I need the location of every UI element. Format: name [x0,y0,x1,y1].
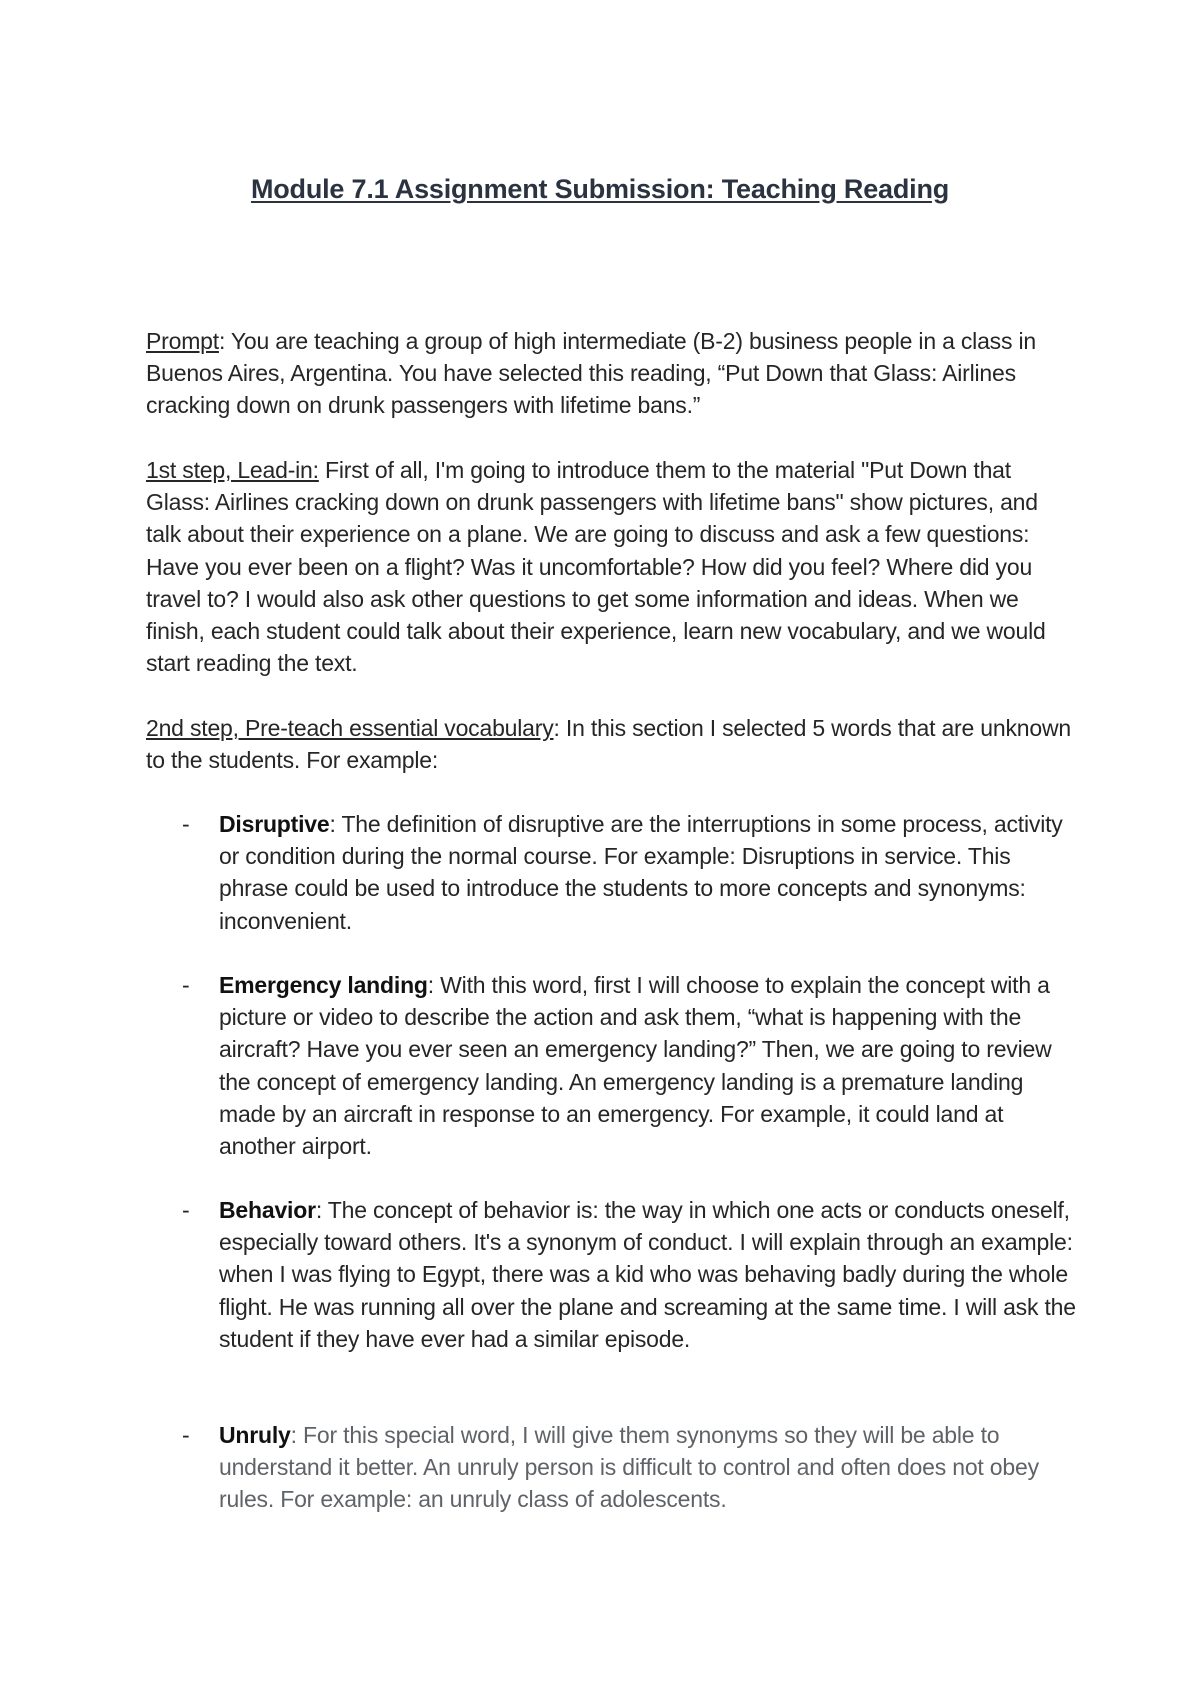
prompt-label: Prompt [146,328,219,354]
title-text: Module 7.1 Assignment Submission: Teaching Reading [250,174,950,204]
vocab-item-unruly [146,1419,1076,1516]
vocab-term: Emergency landing [219,972,428,998]
prompt-text: : You are teaching a group of high intermediate (B-2) business people in a class in Buenos Aires, Argentina. You have selected this reading, “Put Down that Glass: Airlines cracking down on drunk passengers with lifetime bans.” [146,328,1036,419]
page-title [0,174,1200,205]
prompt-paragraph [146,325,1076,422]
vocab-term: Unruly [219,1422,291,1448]
bullet-dash: - [182,1197,190,1223]
vocab-item-emergency-landing [146,969,1076,1162]
bullet-dash: - [182,811,190,837]
step2-text: : In this section I selected 5 words that are unknown to the students. For example: [146,715,1071,774]
bullet-dash: - [182,972,190,998]
step1-label: 1st step, Lead-in: [146,457,319,483]
vocab-definition: : The concept of behavior is: the way in which one acts or conducts oneself, especially toward others. It's a synonym of conduct. I will explain through an example: when I was flying to Egypt, there was a kid who was behaving badly during the whole flight. He was running all over the plane and screaming at the same time. I will ask the student if they have ever had a similar episode. [219,1197,1076,1352]
vocab-item-disruptive [146,808,1076,937]
vocab-term: Disruptive [219,811,330,837]
step1-paragraph [146,454,1076,679]
step1-text: First of all, I'm going to introduce them to the material "Put Down that Glass: Airlines cracking down on drunk passengers with lifetime bans" show pictures, and talk about their experience on a plane. We are going to discuss and ask a few questions: Have you ever been on a flight? Was it uncomfortable? How did you feel? Where did you travel to? I would also ask other questions to get some information and ideas. When we finish, each student could talk about their experience, learn new vocabulary, and we would start reading the text. [146,457,1046,677]
vocab-definition: : The definition of disruptive are the interruptions in some process, activity or condition during the normal course. For example: Disruptions in service. This phrase could be used to introduce the students to more concepts and synonyms: inconvenient. [219,811,1063,934]
step2-label: 2nd step, Pre-teach essential vocabulary [146,715,554,741]
vocab-item-behavior [146,1194,1076,1355]
vocab-term: Behavior [219,1197,316,1223]
vocab-definition: : For this special word, I will give them synonyms so they will be able to understand it better. An unruly person is difficult to control and often does not obey rules. For example: an unruly class of adolescents. [219,1422,1039,1513]
vocab-definition: : With this word, first I will choose to explain the concept with a picture or video to describe the action and ask them, “what is happening with the aircraft? Have you ever seen an emergency landing?” Then, we are going to review the concept of emergency landing. An emergency landing is a premature landing made by an aircraft in response to an emergency. For example, it could land at another airport. [219,972,1052,1160]
bullet-dash: - [182,1422,190,1448]
step2-paragraph [146,712,1076,776]
